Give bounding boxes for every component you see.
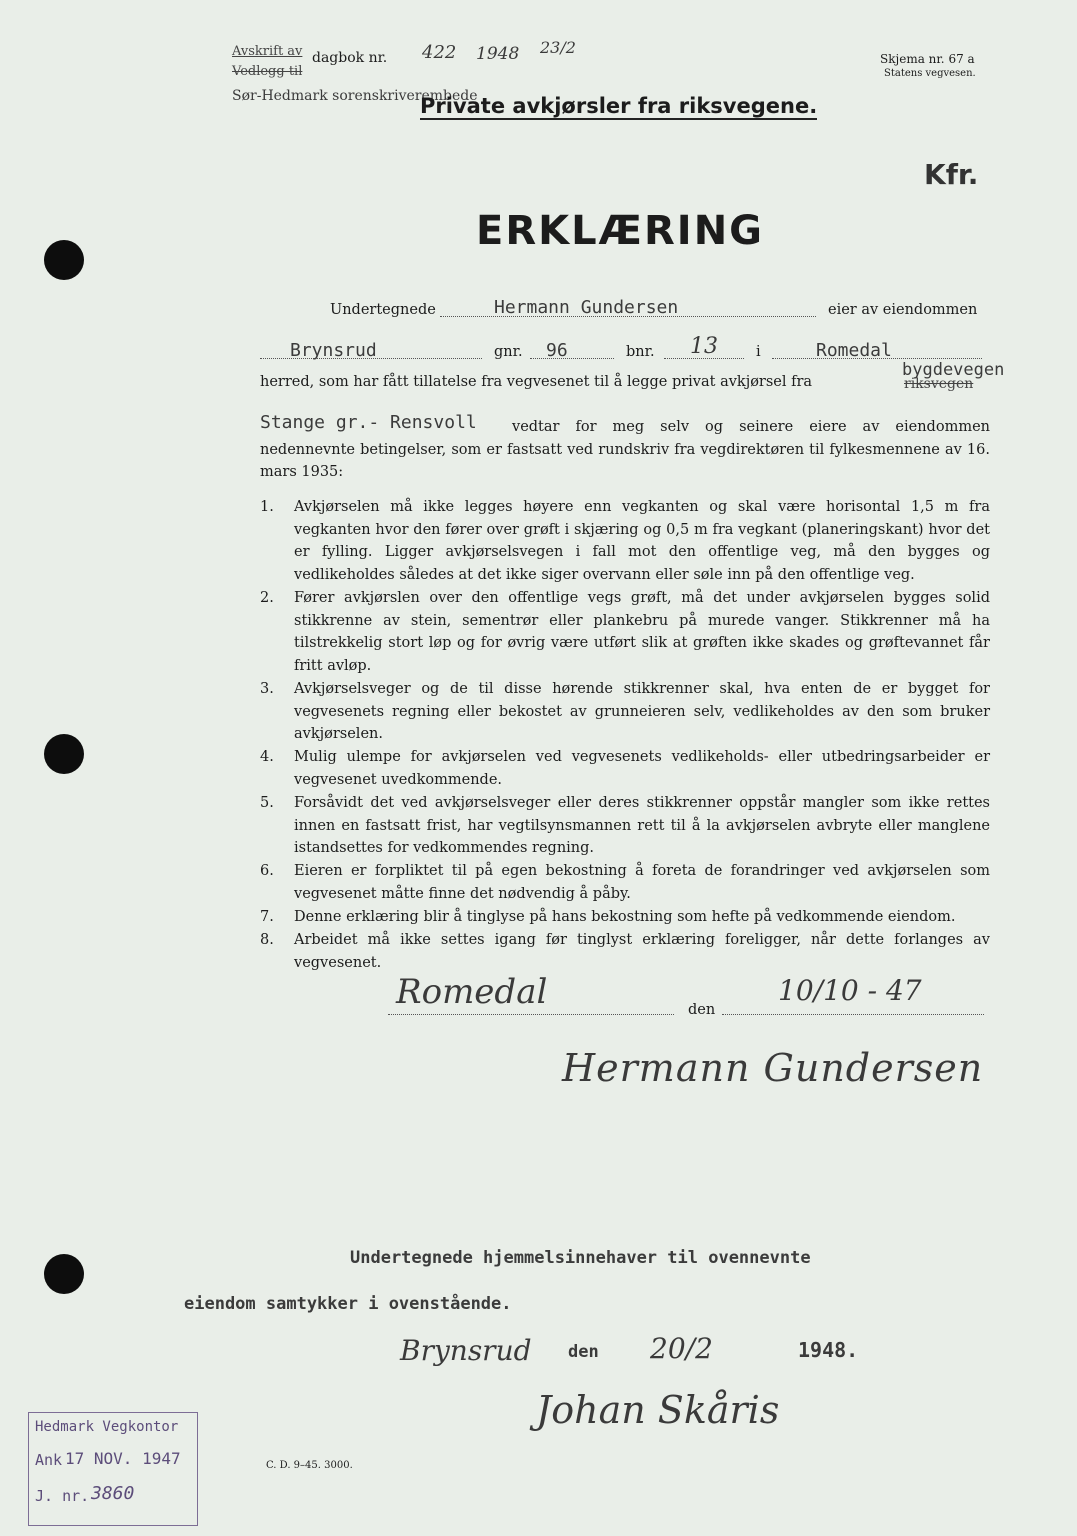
gnr-value: 96: [546, 340, 568, 361]
condition-text: Fører avkjørslen over den offentlige vegs grøft, må det under avkjørselen bygges solid stikkrenne av stein, sementrør eller plankebru på murede vanger. Stikkrenner må ha tilstrekkelig stort løp og for øvrig være utført slik at grøften ikke skades og grøftevannet får fritt avløp.: [294, 590, 990, 675]
journal-prefix: dagbok nr.: [312, 50, 388, 66]
condition-number: 1.: [260, 499, 274, 515]
page-title: ERKLÆRING: [476, 208, 764, 254]
condition-item: [260, 496, 990, 586]
in-label: i: [756, 344, 761, 360]
road-name: Stange gr.- Rensvoll: [260, 412, 477, 433]
punch-hole-top: [44, 240, 84, 280]
stamp-journal-label: J. nr.: [35, 1487, 90, 1505]
condition-number: 6.: [260, 863, 274, 879]
consent-place-handwritten: Brynsrud: [400, 1334, 532, 1367]
owner-label: eier av eiendommen: [828, 302, 978, 318]
condition-item: [260, 587, 990, 677]
condition-item: [260, 906, 990, 929]
condition-item: [260, 792, 990, 860]
court-name: Sør-Hedmark sorenskriverembede: [232, 88, 478, 104]
condition-item: [260, 746, 990, 792]
condition-text: Arbeidet må ikke settes igang før tinglyst erklæring foreligger, når dette forlanges av vegvesenet.: [294, 932, 990, 971]
condition-text: Mulig ulempe for avkjørselen ved vegvesenets vedlikeholds- eller utbedringsarbeider er vegvesenet uvedkommende.: [294, 749, 990, 788]
place-line: [388, 994, 674, 1015]
document-subtitle: Private avkjørsler fra riksvegene.: [420, 94, 818, 118]
stamp-office: Hedmark Vegkontor: [35, 1419, 179, 1435]
holder-signature: Johan Skåris: [536, 1388, 780, 1432]
date-handwritten: 10/10 - 47: [778, 974, 922, 1007]
gnr-line: [530, 340, 614, 359]
undersigned-label: Undertegnede: [330, 302, 436, 318]
permission-text: herred, som har fått tillatelse fra vegvesenet til å legge privat avkjørsel fra: [260, 374, 813, 390]
gnr-label: gnr.: [494, 344, 523, 360]
struck-road-type: riksvegen: [904, 376, 974, 392]
attachment-label: Vedlegg til: [232, 64, 303, 79]
municipality-name: Romedal: [816, 340, 892, 361]
condition-number: 3.: [260, 681, 274, 697]
consent-den-label: den: [568, 1342, 599, 1362]
condition-text: Avkjørselsveger og de til disse hørende stikkrenner skal, hva enten de er bygget for vegvesenets regning eller bekostet av grunneieren selv, vedlikeholdes av den som bruker avkjørselen.: [294, 681, 990, 743]
condition-number: 4.: [260, 749, 274, 765]
condition-number: 7.: [260, 909, 274, 925]
copy-of-label: Avskrift av: [232, 44, 303, 59]
consent-line-2: eiendom samtykker i ovenstående.: [184, 1294, 512, 1314]
office-stamp: [28, 1412, 198, 1526]
kfr-mark: Kfr.: [924, 158, 979, 191]
owner-signature: Hermann Gundersen: [562, 1046, 984, 1090]
consent-year: 1948.: [798, 1338, 859, 1362]
date-den-label: den: [688, 1002, 716, 1018]
condition-text: Avkjørselen må ikke legges høyere enn vegkanten og skal være horisontal 1,5 m fra vegkanten hvor den fører over grøft i skjæring og 0,5 m fra vegkant (planeringskant) hvor det er fylling. Ligger avkjørselsvegen i fall mot den offentlige veg, må den bygges og vedlikeholdes således at det ikke siger overvann eller søle inn på den offentlige veg.: [294, 499, 990, 584]
condition-item: [260, 929, 990, 975]
condition-text: Forsåvidt det ved avkjørselsveger eller deres stikkrenner oppstår mangler som ikke rettes innen en fastsatt frist, har vegtilsynsmannen rett til å la avkjørselen avbryte eller manglene istandsettes for vedkommendes regning.: [294, 795, 990, 857]
journal-date: 23/2: [540, 38, 576, 57]
form-number: Skjema nr. 67 a: [880, 52, 975, 66]
punch-hole-middle: [44, 734, 84, 774]
stamp-journal-number: 3860: [91, 1483, 135, 1504]
condition-number: 8.: [260, 932, 274, 948]
bnr-label: bnr.: [626, 344, 655, 360]
punch-hole-bottom: [44, 1254, 84, 1294]
place-handwritten: Romedal: [396, 972, 548, 1012]
condition-text: Eieren er forpliktet til på egen bekostning å foreta de forandringer ved avkjørselen som vegvesenet måtte finne det nødvendig å påby.: [294, 863, 990, 902]
journal-number: 422: [422, 42, 457, 63]
journal-year: 1948: [476, 44, 520, 64]
road-type: bygdevegen: [902, 360, 1005, 380]
condition-text: Denne erklæring blir å tinglyse på hans bekostning som hefte på vedkommende eiendom.: [294, 909, 956, 925]
condition-item: [260, 678, 990, 746]
stamp-received-date: 17 NOV. 1947: [65, 1449, 181, 1468]
print-code: C. D. 9–45. 3000.: [266, 1460, 353, 1471]
condition-item: [260, 860, 990, 906]
condition-number: 2.: [260, 590, 274, 606]
stamp-received-label: Ank: [35, 1451, 63, 1469]
commitment-text: vedtar for meg selv og seinere eiere av eiendommen nedennevnte betingelser, som er fastsatt ved rundskriv fra vegdirektøren til fylkesmennene av 16. mars 1935:: [260, 419, 990, 481]
property-name: Brynsrud: [290, 340, 377, 361]
consent-line-1: Undertegnede hjemmelsinnehaver til ovennevnte: [350, 1248, 811, 1268]
bnr-value: 13: [690, 334, 718, 359]
undersigned-name: Hermann Gundersen: [494, 297, 679, 318]
condition-number: 5.: [260, 795, 274, 811]
consent-date-handwritten: 20/2: [650, 1332, 713, 1365]
agency-name: Statens vegvesen.: [884, 68, 976, 79]
